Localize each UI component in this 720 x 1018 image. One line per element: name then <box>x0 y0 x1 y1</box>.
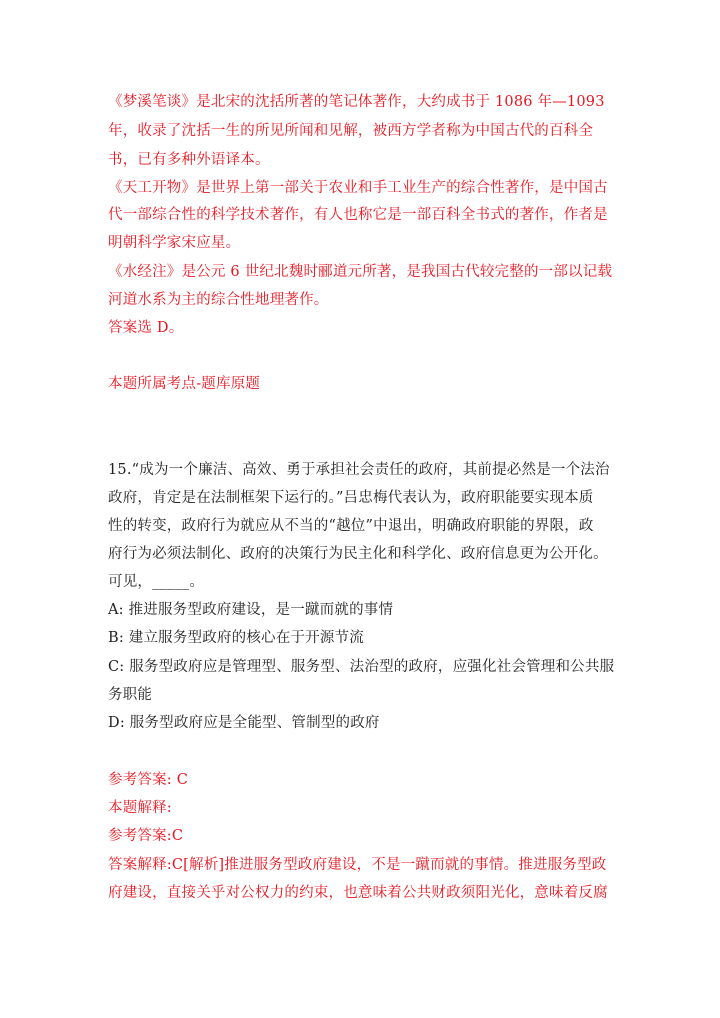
answer-explanation-line: 答案解释:C[解析]推进服务型政府建设，不是一蹴而就的事情。推进服务型政 <box>108 857 607 873</box>
question-stem-line: 府行为必须法制化、政府的决策行为民主化和科学化、政府信息更为公开化。 <box>108 546 608 562</box>
explanation-heading: 本题解释: <box>108 800 172 816</box>
explanation-line: 年，收录了沈括一生的所见所闻和见解，被西方学者称为中国古代的百科全 <box>108 123 594 139</box>
option-b: B: 建立服务型政府的核心在于开源节流 <box>108 630 364 646</box>
question-stem-line: 可见，_____。 <box>108 574 205 590</box>
explanation-line: 《天工开物》是世界上第一部关于农业和手工业生产的综合性著作，是中国古 <box>108 180 608 196</box>
explanation-line: 明朝科学家宋应星。 <box>108 235 241 251</box>
option-c: C: 服务型政府应是管理型、服务型、法治型的政府，应强化社会管理和公共服 <box>108 659 615 675</box>
question-stem-line: 性的转变，政府行为就应从不当的“越位”中退出，明确政府职能的界限，政 <box>108 518 594 534</box>
answer-explanation-line: 府建设，直接关乎对公权力的约束，也意味着公共财政须阳光化，意味着反腐 <box>108 885 608 901</box>
reference-answer: 参考答案: C <box>108 772 188 788</box>
reference-answer-2: 参考答案:C <box>108 828 184 844</box>
explanation-line: 代一部综合性的科学技术著作，有人也称它是一部百科全书式的著作，作者是 <box>108 207 608 223</box>
explanation-line: 书，已有多种外语译本。 <box>108 152 270 168</box>
explanation-line: 《水经注》是公元 6 世纪北魏时郦道元所著，是我国古代较完整的一部以记载 <box>108 264 613 280</box>
source-note: 本题所属考点-题库原题 <box>108 376 261 392</box>
answer-choice-line: 答案选 D。 <box>108 320 184 336</box>
option-c-continued: 务职能 <box>108 687 153 703</box>
explanation-line: 河道水系为主的综合性地理著作。 <box>108 292 329 308</box>
option-d: D: 服务型政府应是全能型、管制型的政府 <box>108 715 380 731</box>
question-stem-line: 15.“成为一个廉洁、高效、勇于承担社会责任的政府，其前提必然是一个法治 <box>108 462 610 478</box>
question-stem-line: 政府，肯定是在法制框架下运行的。”吕忠梅代表认为，政府职能要实现本质 <box>108 490 594 506</box>
option-a: A: 推进服务型政府建设，是一蹴而就的事情 <box>108 602 394 618</box>
explanation-line: 《梦溪笔谈》是北宋的沈括所著的笔记体著作，大约成书于 1086 年—1093 <box>108 94 605 110</box>
